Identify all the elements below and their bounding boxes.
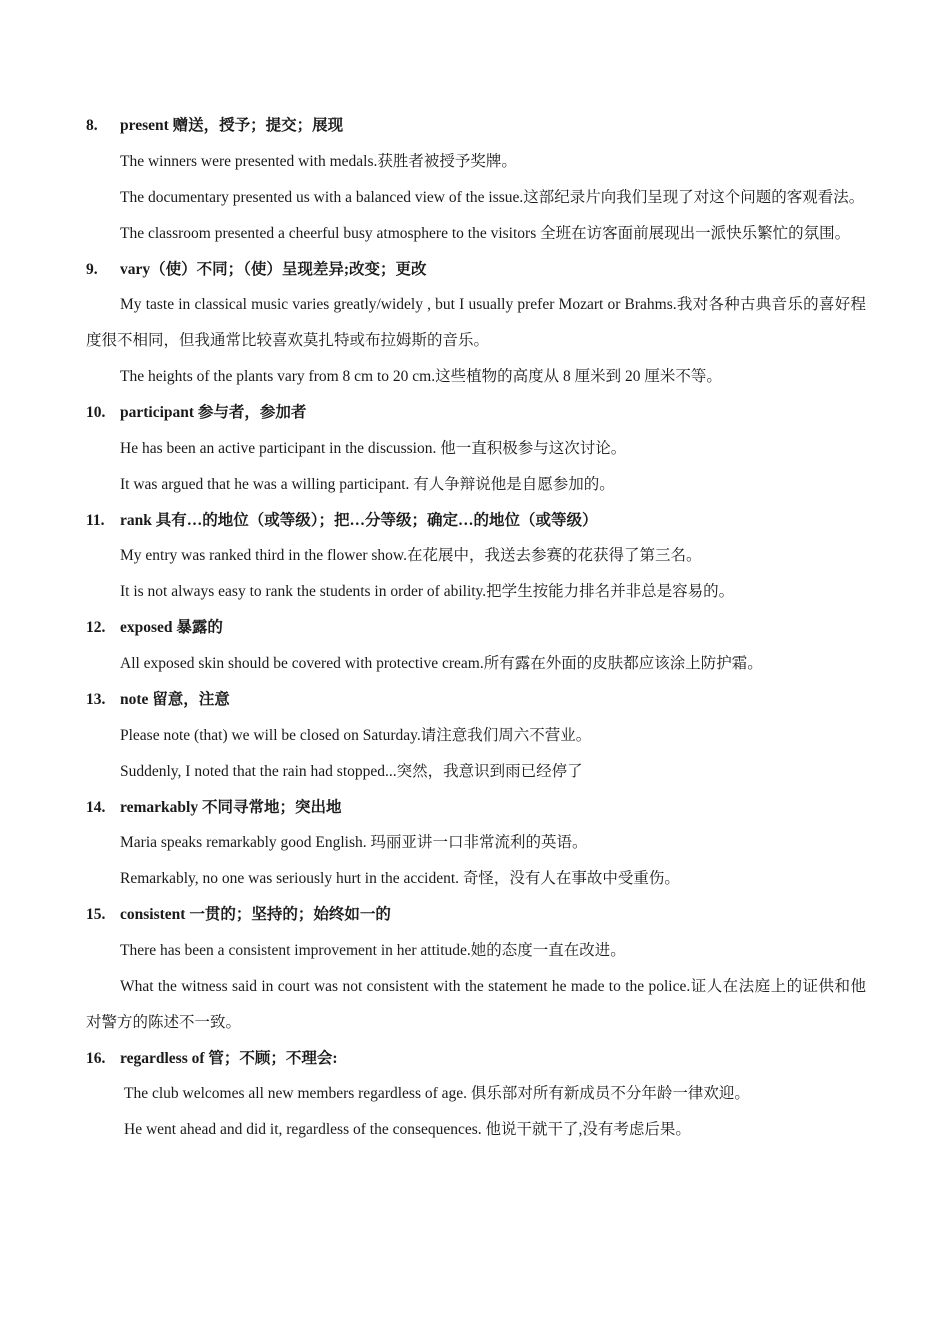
example-sentence: He has been an active participant in the discussion. 他一直积极参与这次讨论。 xyxy=(120,439,627,457)
vocab-entry-consistent xyxy=(0,897,950,1041)
example-sentence: What the witness said in court was not consistent with the statement he made to the police.证人在法庭上的证供和他对警方的陈述不一致。 xyxy=(86,977,866,1031)
vocab-entry-participant xyxy=(0,395,950,503)
entry-number: 10. xyxy=(86,404,106,422)
entry-heading xyxy=(0,897,950,933)
entry-title: participant 参与者，参加者 xyxy=(120,404,307,422)
example-sentence: Suddenly, I noted that the rain had stopped...突然，我意识到雨已经停了 xyxy=(120,762,583,780)
entry-heading xyxy=(0,610,950,646)
entry-number: 16. xyxy=(86,1049,106,1067)
entry-number: 9. xyxy=(86,260,98,278)
entry-number: 8. xyxy=(86,117,98,134)
vocab-entry-vary xyxy=(0,252,950,396)
vocab-entry-note xyxy=(0,682,950,790)
example-sentence: The winners were presented with medals.获胜者被授予奖牌。 xyxy=(120,152,517,170)
example-sentence: The documentary presented us with a balanced view of the issue.这部纪录片向我们呈现了对这个问题的客观看法。 xyxy=(120,188,865,206)
top-margin xyxy=(0,0,950,108)
example-sentence: It is not always easy to rank the students in order of ability.把学生按能力排名并非总是容易的。 xyxy=(120,583,735,601)
vocab-entry-exposed xyxy=(0,610,950,682)
entry-title: regardless of 管；不顾；不理会: xyxy=(120,1049,338,1067)
example-sentence: All exposed skin should be covered with protective cream.所有露在外面的皮肤都应该涂上防护霜。 xyxy=(120,654,763,672)
entry-number: 11. xyxy=(86,511,105,529)
entry-heading xyxy=(0,108,950,144)
entry-title: note 留意，注意 xyxy=(120,690,230,708)
entry-heading xyxy=(0,790,950,826)
entry-title: present 赠送，授予；提交；展现 xyxy=(120,117,344,134)
entry-number: 15. xyxy=(86,906,106,924)
example-sentence: Maria speaks remarkably good English. 玛丽亚讲一口非常流利的英语。 xyxy=(120,834,588,852)
entry-title: exposed 暴露的 xyxy=(120,619,223,637)
example-sentence: It was argued that he was a willing participant. 有人争辩说他是自愿参加的。 xyxy=(120,475,615,493)
entry-heading xyxy=(0,252,950,288)
example-sentence: The club welcomes all new members regardless of age. 俱乐部对所有新成员不分年龄一律欢迎。 xyxy=(124,1085,750,1103)
entry-number: 14. xyxy=(86,798,106,816)
entry-heading xyxy=(0,1041,950,1077)
example-sentence: The classroom presented a cheerful busy atmosphere to the visitors 全班在访客面前展现出一派快乐繁忙的氛围。 xyxy=(120,224,851,242)
example-sentence: Remarkably, no one was seriously hurt in the accident. 奇怪，没有人在事故中受重伤。 xyxy=(120,870,680,888)
example-sentence: The heights of the plants vary from 8 cm to 20 cm.这些植物的高度从 8 厘米到 20 厘米不等。 xyxy=(120,368,722,386)
vocab-entry-rank xyxy=(0,503,950,611)
entry-heading xyxy=(0,503,950,539)
entry-heading xyxy=(0,682,950,718)
example-sentence: He went ahead and did it, regardless of the consequences. 他说干就干了,没有考虑后果。 xyxy=(124,1121,691,1139)
entry-number: 12. xyxy=(86,619,106,637)
entry-heading xyxy=(0,395,950,431)
vocab-entry-remarkably xyxy=(0,790,950,898)
entry-title: remarkably 不同寻常地；突出地 xyxy=(120,798,342,816)
entry-title: consistent 一贯的；坚持的；始终如一的 xyxy=(120,906,391,924)
example-sentence: There has been a consistent improvement in her attitude.她的态度一直在改进。 xyxy=(120,941,626,959)
example-sentence: My entry was ranked third in the flower show.在花展中，我送去参赛的花获得了第三名。 xyxy=(120,547,702,565)
entry-title: vary（使）不同；（使）呈现差异;改变；更改 xyxy=(120,260,427,278)
example-sentence: Please note (that) we will be closed on Saturday.请注意我们周六不营业。 xyxy=(120,726,592,744)
vocab-entry-regardless-of xyxy=(0,1041,950,1149)
example-sentence: My taste in classical music varies greatly/widely , but I usually prefer Mozart or Brahms.我对各种古典音乐的喜好程度很不相同，但我通常比较喜欢莫扎特或布拉姆斯的音乐。 xyxy=(86,296,866,350)
vocab-entry-present xyxy=(0,108,950,252)
entry-number: 13. xyxy=(86,690,106,708)
entry-title: rank 具有…的地位（或等级）；把…分等级；确定…的地位（或等级） xyxy=(120,511,598,529)
